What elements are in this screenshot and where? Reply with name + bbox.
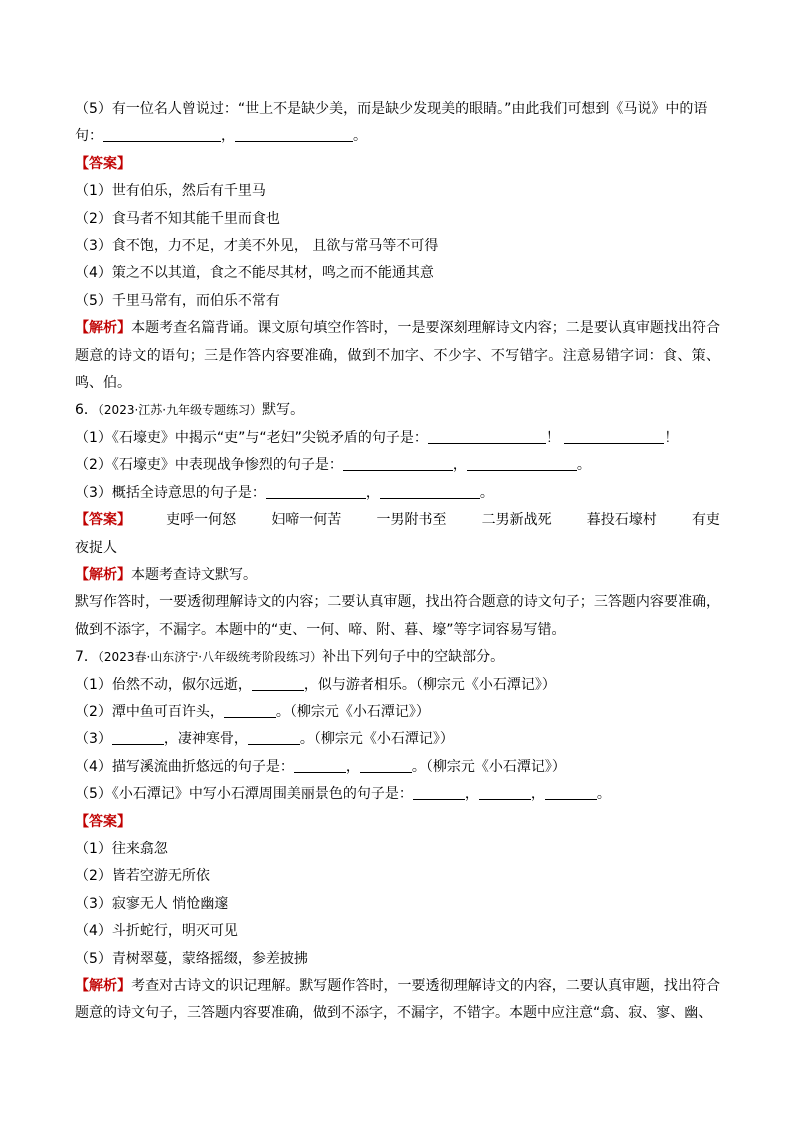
q5-answer-1: （1）世有伯乐，然后有千里马 <box>75 183 266 200</box>
q6-answer-1: 吏呼一何怒 <box>166 512 237 529</box>
q5-answer-4: （4）策之不以其道，食之不能尽其材，鸣之而不能通其意 <box>75 265 434 282</box>
q7-instruction: 补出下列句子中的空缺部分。 <box>322 649 505 666</box>
answer-blank <box>467 456 577 471</box>
separator: ， <box>452 457 467 474</box>
answer-blank <box>428 429 546 444</box>
answer-blank <box>252 676 304 691</box>
separator: ， <box>365 484 380 501</box>
q6-header <box>75 397 720 424</box>
answer-blank <box>479 785 531 800</box>
answer-blank <box>294 758 346 773</box>
q5-analysis-tag: 【解析】 <box>75 320 132 337</box>
answer-blank <box>266 484 366 499</box>
document-page <box>75 96 720 1028</box>
q5-part5-line1: （5）有一位名人曾说过：“世上不是缺少美，而是缺少发现美的眼睛。”由此我们可想到《马说》中的语 <box>75 101 708 117</box>
answer-blank <box>103 127 221 142</box>
exclamation: ！ <box>545 429 560 446</box>
q7-part5 <box>75 781 720 808</box>
q7-part5-a: （5）《小石潭记》中写小石潭周围美丽景色的句子是： <box>75 786 413 803</box>
exclamation: ！ <box>664 429 679 446</box>
q6-answer-5: 暮投石壕村 <box>586 512 657 529</box>
q7-answer-5: （5）青树翠蔓，蒙络摇缀，参差披拂 <box>75 950 308 967</box>
q7-answer-2: （2）皆若空游无所依 <box>75 868 210 885</box>
q7-answer-4: （4）斗折蛇行，明灭可见 <box>75 923 238 940</box>
separator: ， <box>464 786 479 803</box>
q7-part3-b: ，凄神寒骨， <box>163 731 248 748</box>
q6-answer-6: 有吏 <box>691 512 720 529</box>
q5-answer-2: （2）食马者不知其能千里而食也 <box>75 210 280 227</box>
q7-part1 <box>75 672 720 699</box>
q7-part1-b: ，似与游者相乐。（柳宗元《小石潭记》） <box>303 676 556 693</box>
q7-part4-c: 。（柳宗元《小石潭记》） <box>411 758 566 775</box>
answer-blank <box>248 730 300 745</box>
q6-part1 <box>75 425 720 452</box>
q6-answer-row <box>75 507 720 534</box>
q6-instruction: 默写。 <box>262 402 305 419</box>
q7-analysis-text: 考查对古诗文的识记理解。默写题作答时，一要透彻理解诗文的内容，二要认真审题，找出符合题意的诗文句子，三答题内容要准确，做到不添字，不漏字，不错字。本题中应注意“翕、寂、寥、幽、 <box>75 978 721 1022</box>
q6-answer-2: 妇啼一何苦 <box>271 512 342 529</box>
q7-part2 <box>75 699 720 726</box>
answer-blank <box>343 456 453 471</box>
q5-answer-tag: 【答案】 <box>75 155 131 172</box>
q7-part2-b: 。（柳宗元《小石潭记》） <box>275 703 430 720</box>
q7-header <box>75 644 720 671</box>
q7-number: 7． <box>75 649 98 666</box>
q5-part5-line2 <box>75 123 720 150</box>
q6-analysis-tag: 【解析】 <box>75 566 131 583</box>
period: 。 <box>576 457 591 474</box>
q5-answer-5: （5）千里马常有，而伯乐不常有 <box>75 292 280 309</box>
q6-answer-tag: 【答案】 <box>75 512 131 529</box>
answer-blank <box>564 429 664 444</box>
q6-answer-3: 一男附书至 <box>376 512 447 529</box>
q6-source: （2023·江苏·九年级专题练习） <box>97 403 263 418</box>
q6-answer-4: 二男新战死 <box>481 512 552 529</box>
q7-part4-a: （4）描写溪流曲折悠远的句子是： <box>75 758 294 775</box>
q6-part2 <box>75 452 720 479</box>
q5-analysis <box>75 315 720 397</box>
answer-blank <box>413 785 465 800</box>
q6-analysis-title-text: 本题考查诗文默写。 <box>131 566 257 583</box>
q7-answer-1: （1）往来翕忽 <box>75 840 168 857</box>
period: 。 <box>596 786 611 803</box>
q7-part4 <box>75 754 720 781</box>
separator: ， <box>530 786 545 803</box>
separator: ， <box>345 758 360 775</box>
q7-answer-tag: 【答案】 <box>75 813 131 830</box>
q7-source: （2023春·山东济宁·八年级统考阶段练习） <box>97 650 323 665</box>
answer-blank <box>235 127 353 142</box>
q6-part3-text: （3）概括全诗意思的句子是： <box>75 484 266 501</box>
q7-part3-c: 。（柳宗元《小石潭记》） <box>299 731 454 748</box>
answer-blank <box>360 758 412 773</box>
q6-part2-text: （2）《石壕吏》中表现战争惨烈的句子是： <box>75 457 343 474</box>
q7-part2-a: （2）潭中鱼可百许头， <box>75 703 224 720</box>
separator: ， <box>221 128 235 145</box>
period: 。 <box>353 128 367 145</box>
q6-answer-cont: 夜捉人 <box>75 539 117 556</box>
q6-part3 <box>75 480 720 507</box>
q6-analysis-title <box>75 562 720 589</box>
q7-part3 <box>75 726 720 753</box>
answer-blank <box>224 703 276 718</box>
q7-part3-a: （3） <box>75 731 112 748</box>
q7-analysis-tag: 【解析】 <box>75 978 132 994</box>
q5-part5-line2-start: 句： <box>75 128 103 145</box>
period: 。 <box>479 484 494 501</box>
answer-blank <box>112 730 164 745</box>
q7-part1-a: （1）佁然不动，俶尔远逝， <box>75 676 252 693</box>
q7-analysis <box>75 973 720 1028</box>
q7-answer-3: （3）寂寥无人 悄怆幽邃 <box>75 895 229 912</box>
answer-blank <box>380 484 480 499</box>
answer-blank <box>545 785 597 800</box>
q6-part1-text: （1）《石壕吏》中揭示“吏”与“老妇”尖锐矛盾的句子是： <box>75 429 428 446</box>
q5-analysis-text: 本题考查名篇背诵。课文原句填空作答时，一是要深刻理解诗文内容；二是要认真审题找出符合题意的诗文的语句；三是作答内容要准确，做到不加字、不少字、不写错字。注意易错字词：食、策、鸣、伯。 <box>75 320 721 392</box>
q6-analysis-text: 默写作答时，一要透彻理解诗文的内容；二要认真审题，找出符合题意的诗文句子；三答题内容要准确，做到不添字，不漏字。本题中的“吏、一何、啼、附、暮、壕”等字词容易写错。 <box>75 594 720 638</box>
q5-answer-3: （3）食不饱，力不足，才美不外见， 且欲与常马等不可得 <box>75 238 439 255</box>
q6-number: 6． <box>75 402 98 419</box>
